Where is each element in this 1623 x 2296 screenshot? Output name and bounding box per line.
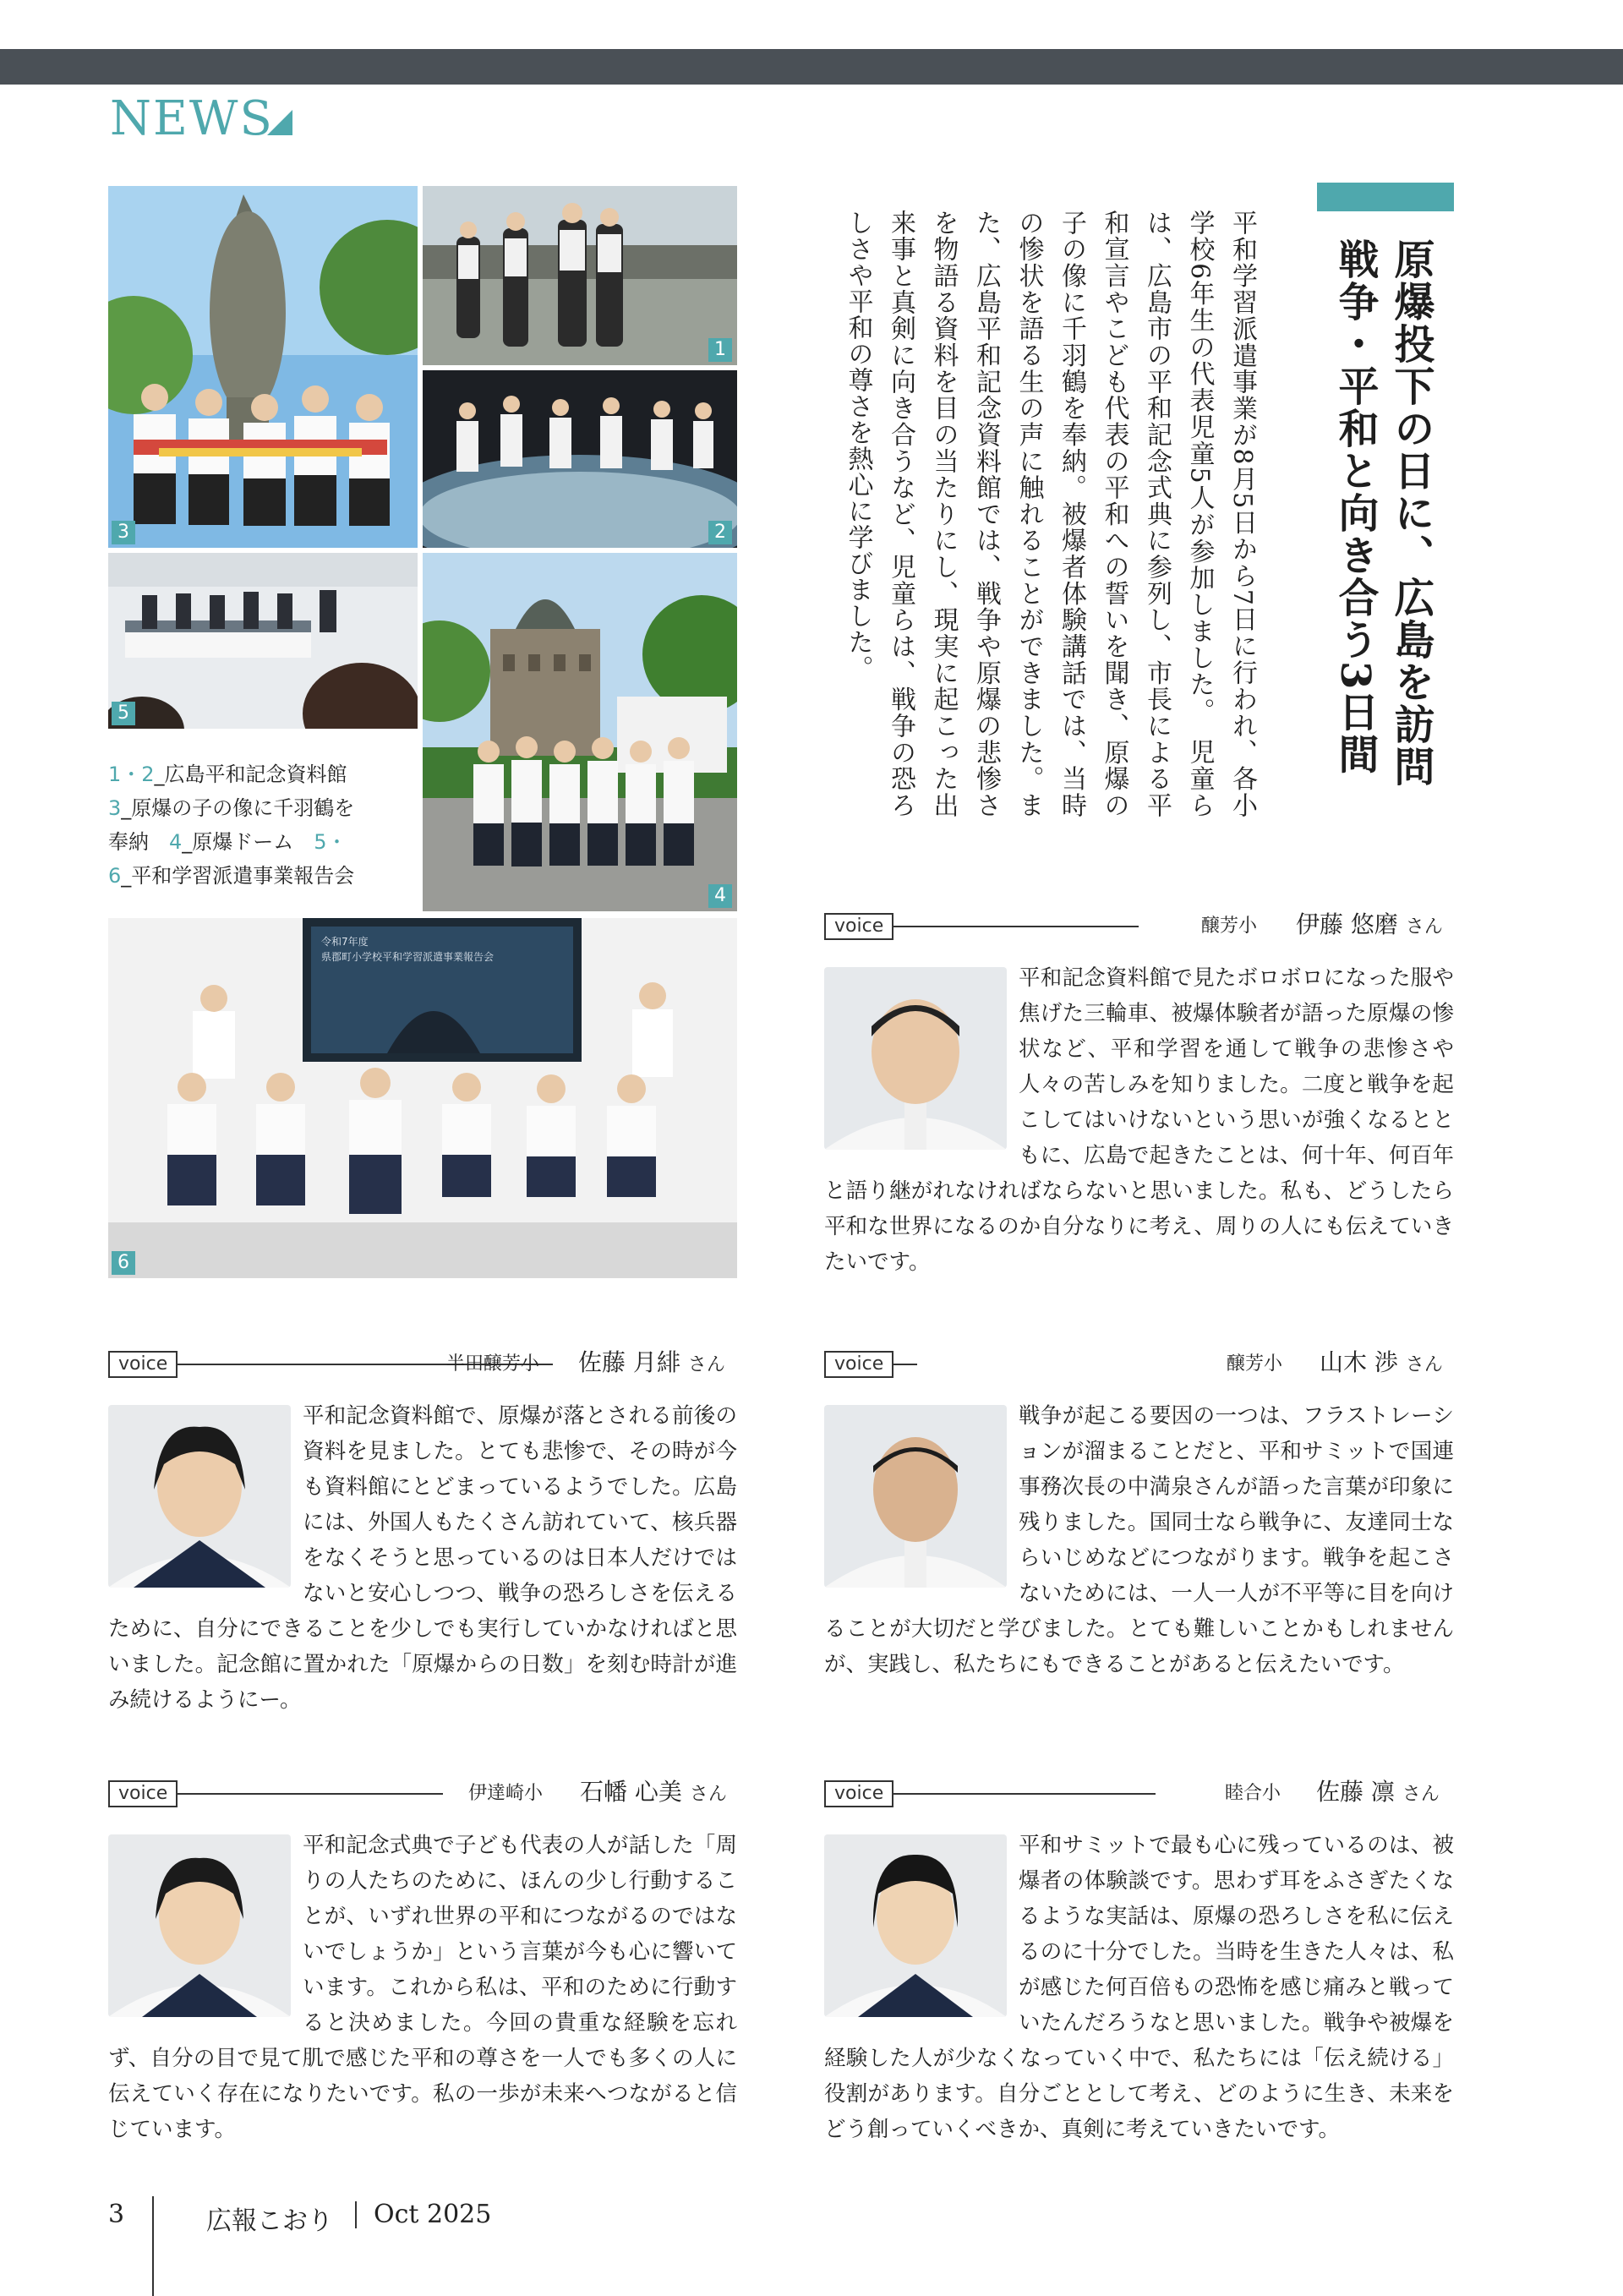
school-name: 伊達崎小 (468, 1783, 544, 1804)
screen-text: 県郡町小学校平和学習派遣事業報告会 (321, 951, 495, 963)
photo-4 (423, 553, 737, 911)
top-banner (0, 49, 1623, 85)
voice-tag: voice (824, 913, 893, 940)
voice-header (108, 1780, 737, 1811)
student-photo (108, 1834, 291, 2017)
photo-3 (108, 186, 418, 548)
photo-number: 4 (708, 884, 732, 908)
divider (892, 1793, 1156, 1795)
voice-tag: voice (108, 1780, 178, 1807)
voice-tag: voice (108, 1351, 178, 1378)
voice-text: 平和記念資料館で、原爆が落とされる前後の資料を見ました。とても悲惨で、その時が今も資料館にとどまっているようでした。広島には、外国人もたくさん訪れていて、核兵器をなくそうと思っているのは日本人だけではないと安心しつつ、戦争の恐ろしさを伝えるために、自分にできることを少しでも実行していかなければと思いました。記念館に置かれた「原爆からの日数」を刻む時計が進み続けるようにー。 (108, 1403, 737, 1713)
title-accent-bar (1317, 183, 1454, 211)
photo-number: 2 (708, 521, 732, 544)
school-name: 醸芳小 (1227, 1353, 1283, 1375)
voice-tag: voice (824, 1351, 893, 1378)
divider (892, 1364, 917, 1365)
divider (176, 1793, 443, 1795)
student-name: 佐藤 月緋 さん (578, 1348, 725, 1376)
voice-text: 平和記念資料館で見たボロボロになった服や焦げた三輪車、被爆体験者が語った原爆の惨状など、平和学習を通して戦争の悲惨さや人々の苦しみを知りました。二度と戦争を起こしてはいけないという思いが強くなるとともに、広島で起きたことは、何十年、何百年と語り継がれなければならないと思いました。私も、どうしたら平和な世界になるのか自分なりに考え、周りの人にも伝えていきたいです。 (824, 965, 1454, 1275)
publication-title: 広報こおり (206, 2206, 333, 2236)
school-name: 睦合小 (1225, 1783, 1281, 1804)
voice-header (108, 1348, 737, 1381)
article-title: 原爆投下の日に、広島を訪問 戦争・平和と向き合う3日間 (1331, 238, 1434, 788)
photo-5 (108, 553, 418, 729)
student-photo (824, 1405, 1007, 1588)
divider (892, 926, 1139, 927)
student-name: 伊藤 悠磨 さん (1296, 910, 1443, 938)
voice-text: 平和サミットで最も心に残っているのは、被爆者の体験談です。思わず耳をふさぎたくなるような実話は、原爆の恐ろしさを私に伝えるのに十分でした。当時を生きた人々は、私が感じた何百倍もの恐怖を感じ痛みと戦っていたんだろうなと思いました。戦争や被爆を経験した人が少なくなっていく中で、私たちには「伝え続ける」役割があります。自分ごととして考え、どのように生き、未来をどう創っていくべきか、真剣に考えていきたいです。 (824, 1833, 1454, 2142)
photo-number: 6 (112, 1251, 135, 1275)
voice-text: 平和記念式典で子ども代表の人が話した「周りの人たちのために、ほんの少し行動することが、いずれ世界の平和につながるのではないでしょうか」という言葉が今も心に響いています。これから私は、平和のために行動すると決めました。今回の貴重な経験を忘れず、自分の目で見て肌で感じた平和の尊さを一人でも多くの人に伝えていく存在になりたいです。私の一歩が未来へつながると信じています。 (108, 1833, 737, 2142)
photo-1 (423, 186, 737, 365)
student-photo (824, 1834, 1007, 2017)
photo-caption: 1・2_広島平和記念資料館 3_原爆の子の像に千羽鶴を 奉納 4_原爆ドーム 5・ 6_平和学習派遣事業報告会 (108, 763, 355, 888)
article-body: 平和学習派遣事業が8月5日から7日に行われ、各小学校6年生の代表児童5人が参加しました。 児童らは、広島市の平和記念式典に参列し、市長による平和宣言やこども代表の平和への誓いを聞き、原爆の子の像に千羽鶴を奉納。被爆者体験講話では、当時の惨状を語る生の声に触れることができました。また、広島平和記念資料館では、戦争や原爆の悲惨さを物語る資料を目の当たりにし、現実に起こった出来事と真剣に向き合うなど、児童らは、戦争の恐ろしさや平和の尊さを熱心に学びました。 (843, 210, 1257, 818)
photo-6 (108, 918, 737, 1278)
student-name: 佐藤 凛 さん (1316, 1778, 1440, 1806)
voice-header (824, 1348, 1454, 1381)
section-triangle-icon (267, 110, 292, 135)
student-name: 山木 渉 さん (1320, 1348, 1443, 1376)
voice-text: 戦争が起こる要因の一つは、フラストレーションが溜まることだと、平和サミットで国連事務次長の中満泉さんが語った言葉が印象に残りました。国同士なら戦争に、友達同士ならいじめなどにつながります。戦争を起こさないためには、一人一人が不平等に目を向けることが大切だと学びました。とても難しいことかもしれませんが、実践し、私たちにもできることがあると伝えたいです。 (824, 1403, 1454, 1677)
student-name: 石幡 心美 さん (580, 1778, 727, 1806)
voice-tag: voice (824, 1780, 893, 1807)
photo-number: 3 (112, 521, 135, 544)
page-number: 3 (108, 2200, 125, 2229)
footer-separator (355, 2201, 357, 2228)
section-label: NEWS (110, 91, 274, 146)
photo-number: 5 (112, 702, 135, 725)
issue-date: Oct 2025 (374, 2200, 492, 2229)
photo-number: 1 (708, 338, 732, 362)
school-name: 半田醸芳小 (446, 1353, 540, 1375)
voice-header (824, 1780, 1454, 1811)
student-photo (824, 967, 1007, 1150)
school-name: 醸芳小 (1201, 916, 1258, 937)
photo-2 (423, 370, 737, 548)
footer-divider (152, 2196, 154, 2296)
student-photo (108, 1405, 291, 1588)
screen-text: 令和7年度 (321, 936, 369, 948)
voice-header (824, 910, 1454, 943)
